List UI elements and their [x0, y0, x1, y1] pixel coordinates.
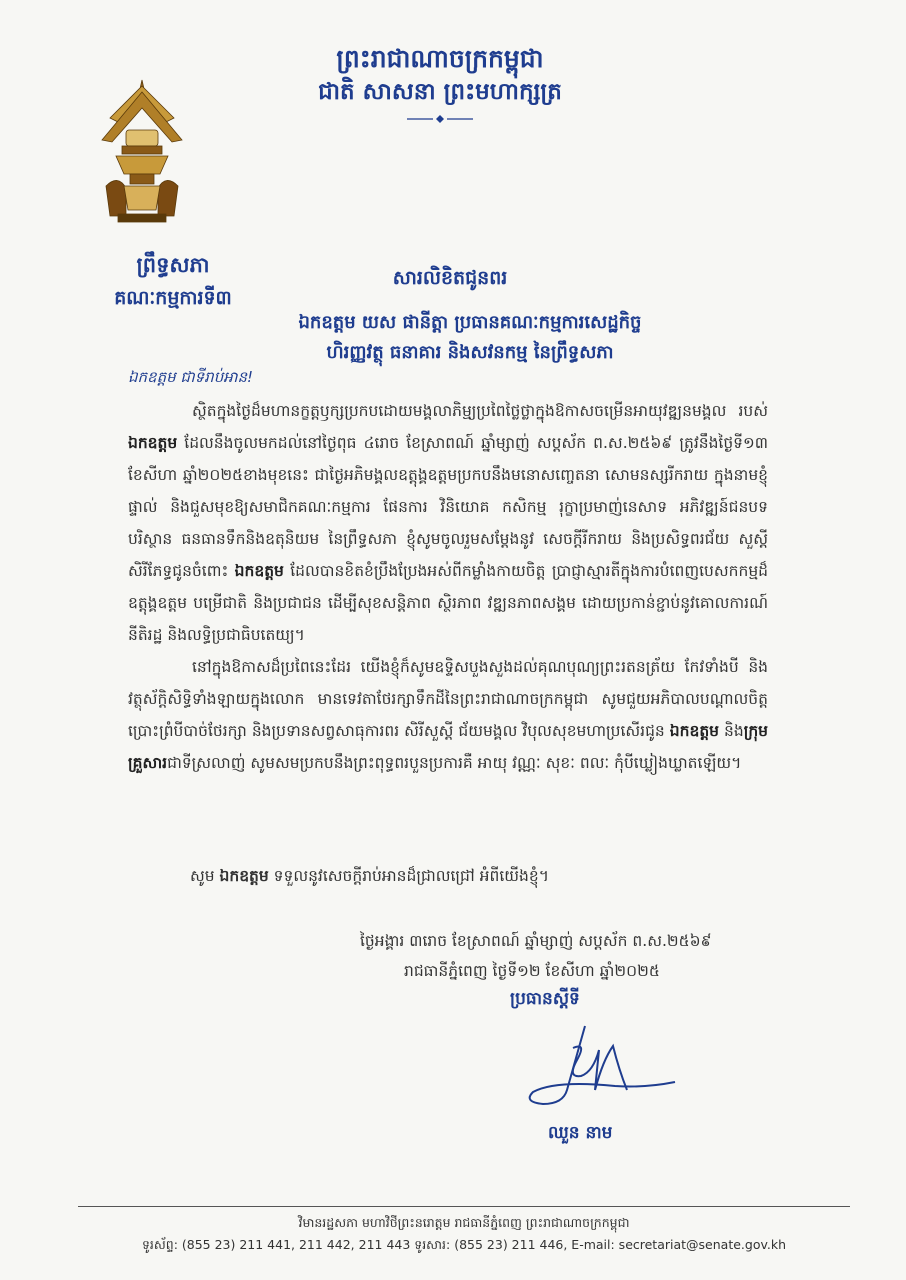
kingdom-header [310, 42, 570, 124]
p1-text-e: ដែលបានខិតខំប្រឹងប្រែងអស់ពីកម្លាំងកាយចិត្ត ប្រាជ្ញាស្មារតីក្នុងការបំពេញបេសកកម្មដ៏ឧត្តុង្គឧត្តម បម្រើជាតិ និងប្រជាជន ដើម្បីសុខសន្តិភាព ស្ថិរភាព វឌ្ឍនភាពសង្គម ដោយប្រកាន់ខ្ជាប់នូវគោលការណ៍នីតិរដ្ឋ និងលទ្ធិប្រជាធិបតេយ្យ។ [128, 562, 768, 644]
kingdom-name: ព្រះរាជាណាចក្រកម្ពុជា [336, 44, 544, 73]
footer-address: វិមានរដ្ឋសភា មហាវិថីព្រះនរោត្តម រាជធានីភ្នំពេញ ព្រះរាជាណាចក្រកម្ពុជា [298, 1215, 630, 1230]
closing-a: សូម [190, 867, 220, 885]
paragraph-2 [128, 651, 768, 779]
footer-divider [78, 1206, 850, 1207]
salutation: ឯកឧត្តម ជាទីរាប់អាន! [128, 368, 254, 386]
letter-body [128, 395, 768, 779]
p1-text-c: ដែលនឹងចូលមកដល់នៅថ្ងៃពុធ ៤រោច ខែស្រាពណ៍ ឆ្នាំម្សាញ់ សប្តស័ក ព.ស.២៥៦៩ ត្រូវនឹងថ្ងៃទី១៣ ខែសីហា ឆ្នាំ២០២៥ខាងមុខនេះ ជាថ្ងៃអភិមង្គលឧត្តុង្គឧត្តមប្រកបនឹងមនោសញ្ចេតនា សោមនស្សរីករាយ ក្នុងនាមខ្ញុំផ្ទាល់ និងជួសមុខឱ្យសមាជិកគណៈកម្មការ ផែនការ វិនិយោគ កសិកម្ម រុក្ខាប្រមាញ់នេសាទ អភិវឌ្ឍន៍ជនបទ បរិស្ថាន ធនធានទឹកនិងឧតុនិយម នៃព្រឹទ្ធសភា ខ្ញុំសូមចូលរួមសម្តែងនូវ សេចក្តីរីករាយ និងប្រសិទ្ធពរជ័យ សួស្តីសិរីភែទ្ធជូនចំពោះ [128, 434, 768, 580]
signatory-title: ប្រធានស្តីទី [510, 989, 580, 1009]
p1-text-a: ស្ថិតក្នុងថ្ងៃដ៏មហានក្ខត្តឫក្សប្រកបដោយមង្គលាភិម្ម្យប្រពៃថ្លៃថ្លាក្នុងឱកាសចម្រើនអាយុវឌ្ឍនមង្គល របស់ [192, 402, 768, 420]
ornament-divider-icon [405, 114, 475, 124]
paragraph-1 [128, 395, 768, 651]
closing-line [190, 866, 549, 889]
date-block [360, 926, 800, 986]
handwritten-signature [515, 1020, 685, 1110]
recipient-line-2: ហិរញ្ញវត្ថុ ធនាគារ និងសវនកម្ម នៃព្រឹទ្ធសភា [326, 342, 614, 363]
committee-name: គណៈកម្មការទី៣ [114, 287, 232, 309]
institution-name: ព្រឹទ្ធសភា [136, 252, 210, 277]
p2-text-a: នៅក្នុងឱកាសដ៏ប្រពៃនេះដែរ យើងខ្ញុំក៏សូមឧទ្ទិសបួងសួងដល់គុណបុណ្យព្រះរតនត្រ័យ កែវទាំងបី និងវត្ថុស័ក្តិសិទ្ធិទាំងឡាយក្នុងលោក មានទេវតាថែរក្សាទឹកដីនៃព្រះរាជាណាចក្រកម្ពុជា សូមជួយអភិបាលបណ្តាលចិត្តប្រោះព្រំបីបាច់ថែរក្សា និងប្រទានសព្វសាធុការពរ សិរីសួស្តី ជ័យមង្គល វិបុលសុខមហាប្រសើរជូន [128, 658, 768, 740]
p1-honorific-1: ឯកឧត្តម [128, 433, 178, 452]
p2-honorific: ឯកឧត្តម [669, 721, 719, 740]
recipient-block [190, 308, 750, 368]
national-motto: ជាតិ សាសនា ព្រះមហាក្សត្រ [318, 78, 562, 105]
institution-block [78, 250, 268, 312]
document-type-title: សារលិខិតជូនពរ [392, 267, 508, 289]
senate-emblem-logo [96, 78, 188, 228]
closing-c: ទទួលនូវសេចក្តីរាប់អានដ៏ជ្រាលជ្រៅ អំពីយើងខ្ញុំ។ [268, 867, 549, 885]
footer [78, 1212, 850, 1256]
lunar-date: ថ្ងៃអង្គារ ៣រោច ខែស្រាពណ៍ ឆ្នាំម្សាញ់ សប្តស័ក ព.ស.២៥៦៩ [360, 932, 712, 950]
signatory-name: ឈួន នាម [548, 1123, 613, 1143]
closing-honorific: ឯកឧត្តម [219, 866, 269, 885]
recipient-line-1: ឯកឧត្តម យស ផានីត្តា ប្រធានគណៈកម្មការសេដ្ឋកិច្ច [298, 312, 642, 333]
p2-family: ក្រុមគ្រួសារ [128, 721, 768, 772]
footer-contact: ទូរស័ព្ទ: (855 23) 211 441, 211 442, 211 443 ទូរសារ: (855 23) 211 446, E-mail: secretariat@senate.gov.kh [141, 1237, 787, 1252]
p1-honorific-2: ឯកឧត្តម [234, 561, 284, 580]
p2-text-e: ជាទីស្រលាញ់ សូមសមប្រកបនឹងព្រះពុទ្ធពរបួនប្រការគឺ អាយុ វណ្ណៈ សុខៈ ពលៈ កុំបីឃ្លៀងឃ្លាតឡើយ។ [167, 754, 742, 772]
p2-text-c: និង [719, 722, 744, 740]
solar-date: រាជធានីភ្នំពេញ ថ្ងៃទី១២ ខែសីហា ឆ្នាំ២០២៥ [404, 962, 660, 980]
